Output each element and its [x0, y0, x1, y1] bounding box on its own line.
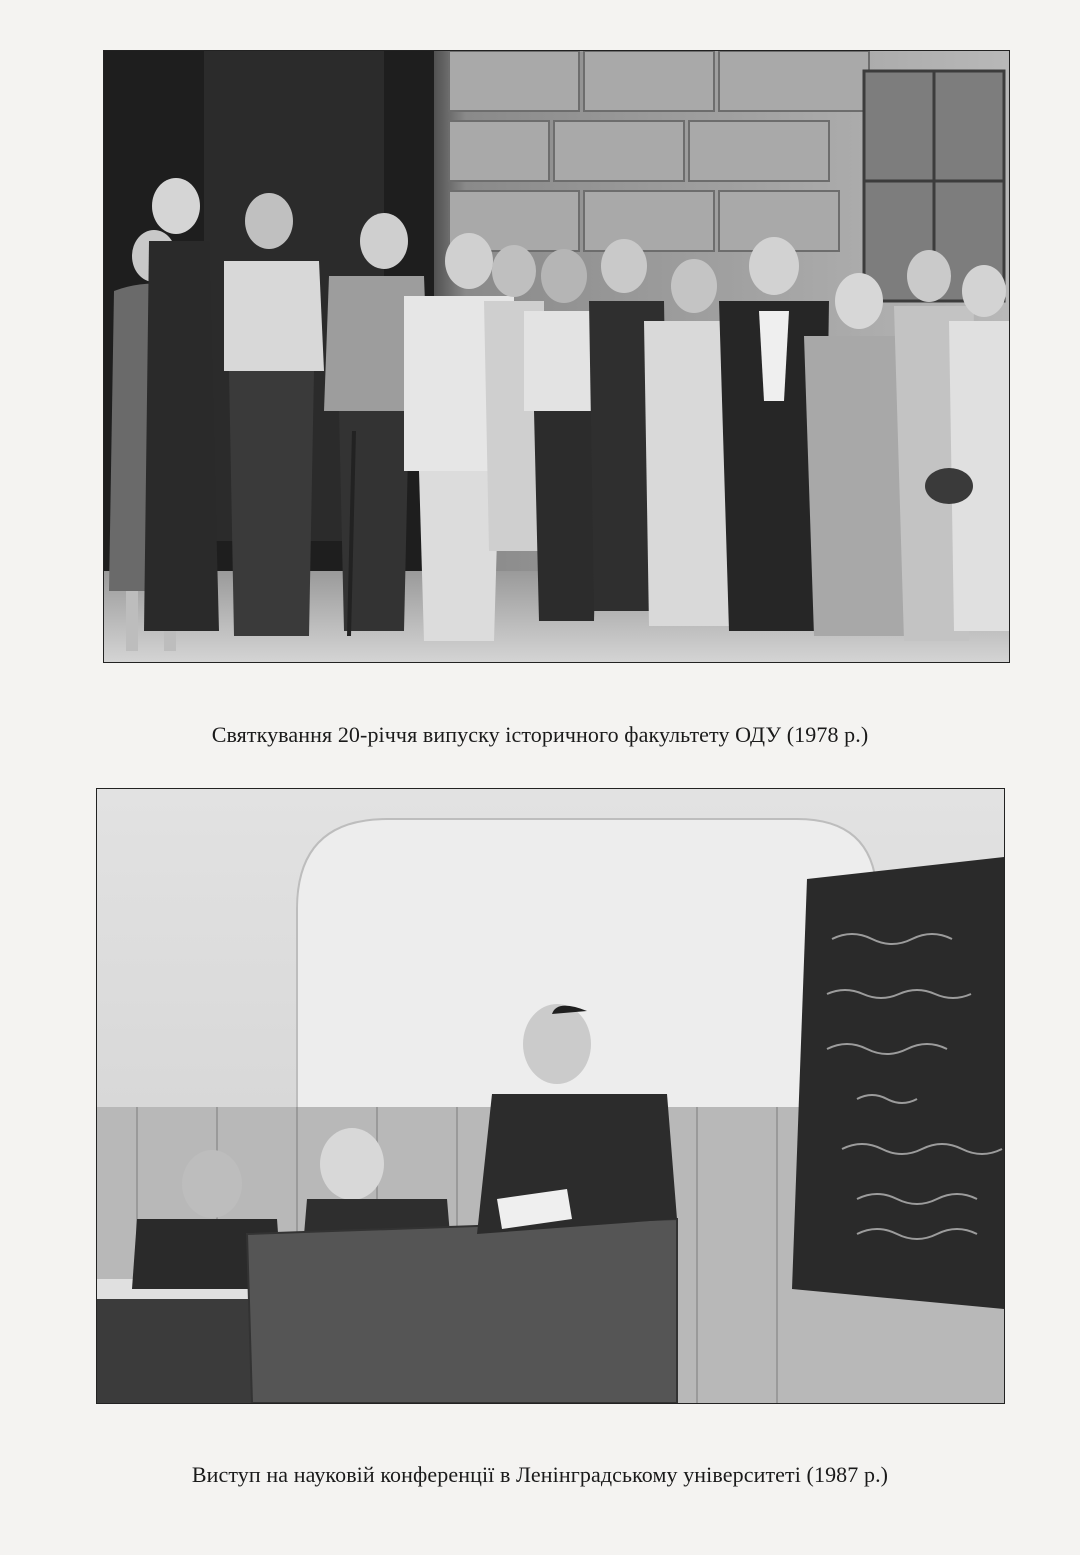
seated-person-1 [182, 1150, 242, 1218]
seated-person-2 [320, 1128, 384, 1200]
photo-caption-1: Святкування 20-річчя випуску історичного факультету ОДУ (1978 р.) [211, 722, 869, 747]
stone-wall [449, 51, 869, 251]
photo-caption-2: Виступ на науковій конференції в Ленінградському університеті (1987 р.) [191, 1462, 889, 1487]
conference-photo [96, 788, 1005, 1404]
speaker [523, 1004, 591, 1084]
wall-arch [297, 819, 877, 1119]
group-photo [103, 50, 1010, 663]
chalkboard [792, 857, 1004, 1309]
lectern [247, 1219, 677, 1403]
